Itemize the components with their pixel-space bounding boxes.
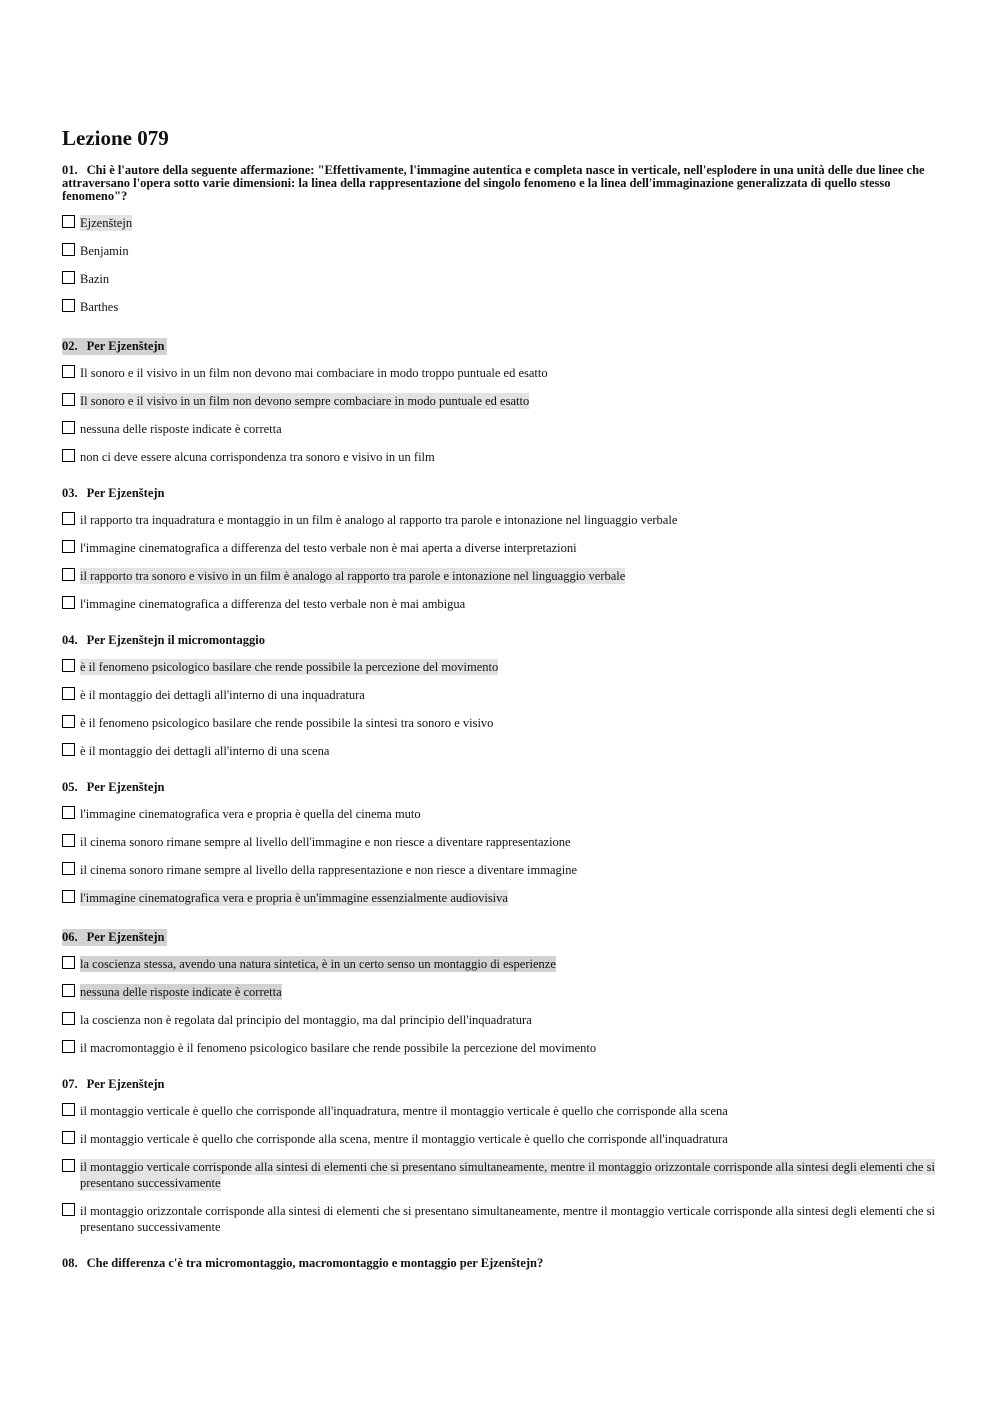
checkbox[interactable] [62,834,75,847]
checkbox[interactable] [62,299,75,312]
option-item[interactable]: il montaggio orizzontale corrisponde alla sintesi di elementi che si presentano simultaneamente, mentre il montaggio verticale corrisponde alla sintesi degli elementi che si presentano successivamente [62,1203,942,1235]
option-item[interactable]: è il fenomeno psicologico basilare che rende possibile la percezione del movimento [62,659,942,675]
question-02 [62,337,942,465]
options-list [62,806,942,906]
checkbox[interactable] [62,806,75,819]
checkbox[interactable] [62,215,75,228]
question-text: 06. Per Ejzenštejn [62,930,165,944]
checkbox[interactable] [62,1040,75,1053]
option-item[interactable]: Barthes [62,299,942,315]
option-item[interactable]: è il fenomeno psicologico basilare che rende possibile la sintesi tra sonoro e visivo [62,715,942,731]
option-item[interactable]: Ejzenštejn [62,215,942,231]
option-item[interactable]: l'immagine cinematografica vera e propria è un'immagine essenzialmente audiovisiva [62,890,942,906]
checkbox[interactable] [62,715,75,728]
checkbox[interactable] [62,984,75,997]
options-list [62,956,942,1056]
checkbox[interactable] [62,1131,75,1144]
question-03 [62,487,942,612]
checkbox[interactable] [62,393,75,406]
options-list [62,365,942,465]
question-text: 08. Che differenza c'è tra micromontaggio, macromontaggio e montaggio per Ejzenštejn? [62,1256,544,1270]
question-text: 01. Chi è l'autore della seguente affermazione: "Effettivamente, l'immagine autentica e completa nasce in verticale, nell'esplodere in una unità delle due linee che attraversano l'opera sotto varie dimensioni: la linea della rappresentazione del singolo fenomeno e la linea dell'immaginazione generalizzata di quello stesso fenomeno"? [62,163,925,203]
option-item[interactable]: il rapporto tra inquadratura e montaggio in un film è analogo al rapporto tra parole e intonazione nel linguaggio verbale [62,512,942,528]
option-item[interactable]: il montaggio verticale corrisponde alla sintesi di elementi che si presentano simultaneamente, mentre il montaggio orizzontale corrisponde alla sintesi degli elementi che si presentano successivamente [62,1159,942,1191]
option-item[interactable]: la coscienza non è regolata dal principio del montaggio, ma dal principio dell'inquadratura [62,1012,942,1028]
checkbox[interactable] [62,568,75,581]
checkbox[interactable] [62,1203,75,1216]
question-05 [62,781,942,906]
checkbox[interactable] [62,1103,75,1116]
options-list [62,659,942,759]
checkbox[interactable] [62,596,75,609]
checkbox[interactable] [62,687,75,700]
checkbox[interactable] [62,421,75,434]
question-text: 02. Per Ejzenštejn [62,339,165,353]
question-text: 05. Per Ejzenštejn [62,780,165,794]
question-text: 03. Per Ejzenštejn [62,486,165,500]
question-06 [62,928,942,1056]
checkbox[interactable] [62,540,75,553]
checkbox[interactable] [62,271,75,284]
checkbox[interactable] [62,365,75,378]
question-text: 07. Per Ejzenštejn [62,1077,165,1091]
checkbox[interactable] [62,1159,75,1172]
lesson-title: Lezione 079 [62,126,169,150]
option-item[interactable]: non ci deve essere alcuna corrispondenza tra sonoro e visivo in un film [62,449,942,465]
option-item[interactable]: il rapporto tra sonoro e visivo in un film è analogo al rapporto tra parole e intonazione nel linguaggio verbale [62,568,942,584]
option-item[interactable]: il macromontaggio è il fenomeno psicologico basilare che rende possibile la percezione del movimento [62,1040,942,1056]
options-list [62,215,942,315]
question-07 [62,1078,942,1235]
checkbox[interactable] [62,512,75,525]
question-04 [62,634,942,759]
option-item[interactable]: nessuna delle risposte indicate è corretta [62,984,942,1000]
option-item[interactable]: il montaggio verticale è quello che corrisponde alla scena, mentre il montaggio verticale è quello che corrisponde all'inquadratura [62,1131,942,1147]
option-item[interactable]: Benjamin [62,243,942,259]
option-item[interactable]: Il sonoro e il visivo in un film non devono sempre combaciare in modo puntuale ed esatto [62,393,942,409]
option-item[interactable]: il cinema sonoro rimane sempre al livello della rappresentazione e non riesce a diventare immagine [62,862,942,878]
options-list [62,1103,942,1235]
option-item[interactable]: è il montaggio dei dettagli all'interno di una scena [62,743,942,759]
question-text: 04. Per Ejzenštejn il micromontaggio [62,633,265,647]
question-08 [62,1257,942,1270]
checkbox[interactable] [62,659,75,672]
option-item[interactable]: la coscienza stessa, avendo una natura sintetica, è in un certo senso un montaggio di esperienze [62,956,942,972]
document-page [62,124,942,1292]
option-item[interactable]: Bazin [62,271,942,287]
checkbox[interactable] [62,449,75,462]
checkbox[interactable] [62,890,75,903]
checkbox[interactable] [62,243,75,256]
checkbox[interactable] [62,862,75,875]
option-item[interactable]: Il sonoro e il visivo in un film non devono mai combaciare in modo troppo puntuale ed esatto [62,365,942,381]
options-list [62,512,942,612]
option-item[interactable]: il montaggio verticale è quello che corrisponde all'inquadratura, mentre il montaggio verticale è quello che corrisponde alla scena [62,1103,942,1119]
checkbox[interactable] [62,1012,75,1025]
option-item[interactable]: il cinema sonoro rimane sempre al livello dell'immagine e non riesce a diventare rappresentazione [62,834,942,850]
option-item[interactable]: è il montaggio dei dettagli all'interno di una inquadratura [62,687,942,703]
option-item[interactable]: l'immagine cinematografica a differenza del testo verbale non è mai aperta a diverse interpretazioni [62,540,942,556]
option-item[interactable]: l'immagine cinematografica a differenza del testo verbale non è mai ambigua [62,596,942,612]
question-01 [62,164,942,315]
option-item[interactable]: nessuna delle risposte indicate è corretta [62,421,942,437]
checkbox[interactable] [62,956,75,969]
checkbox[interactable] [62,743,75,756]
option-item[interactable]: l'immagine cinematografica vera e propria è quella del cinema muto [62,806,942,822]
